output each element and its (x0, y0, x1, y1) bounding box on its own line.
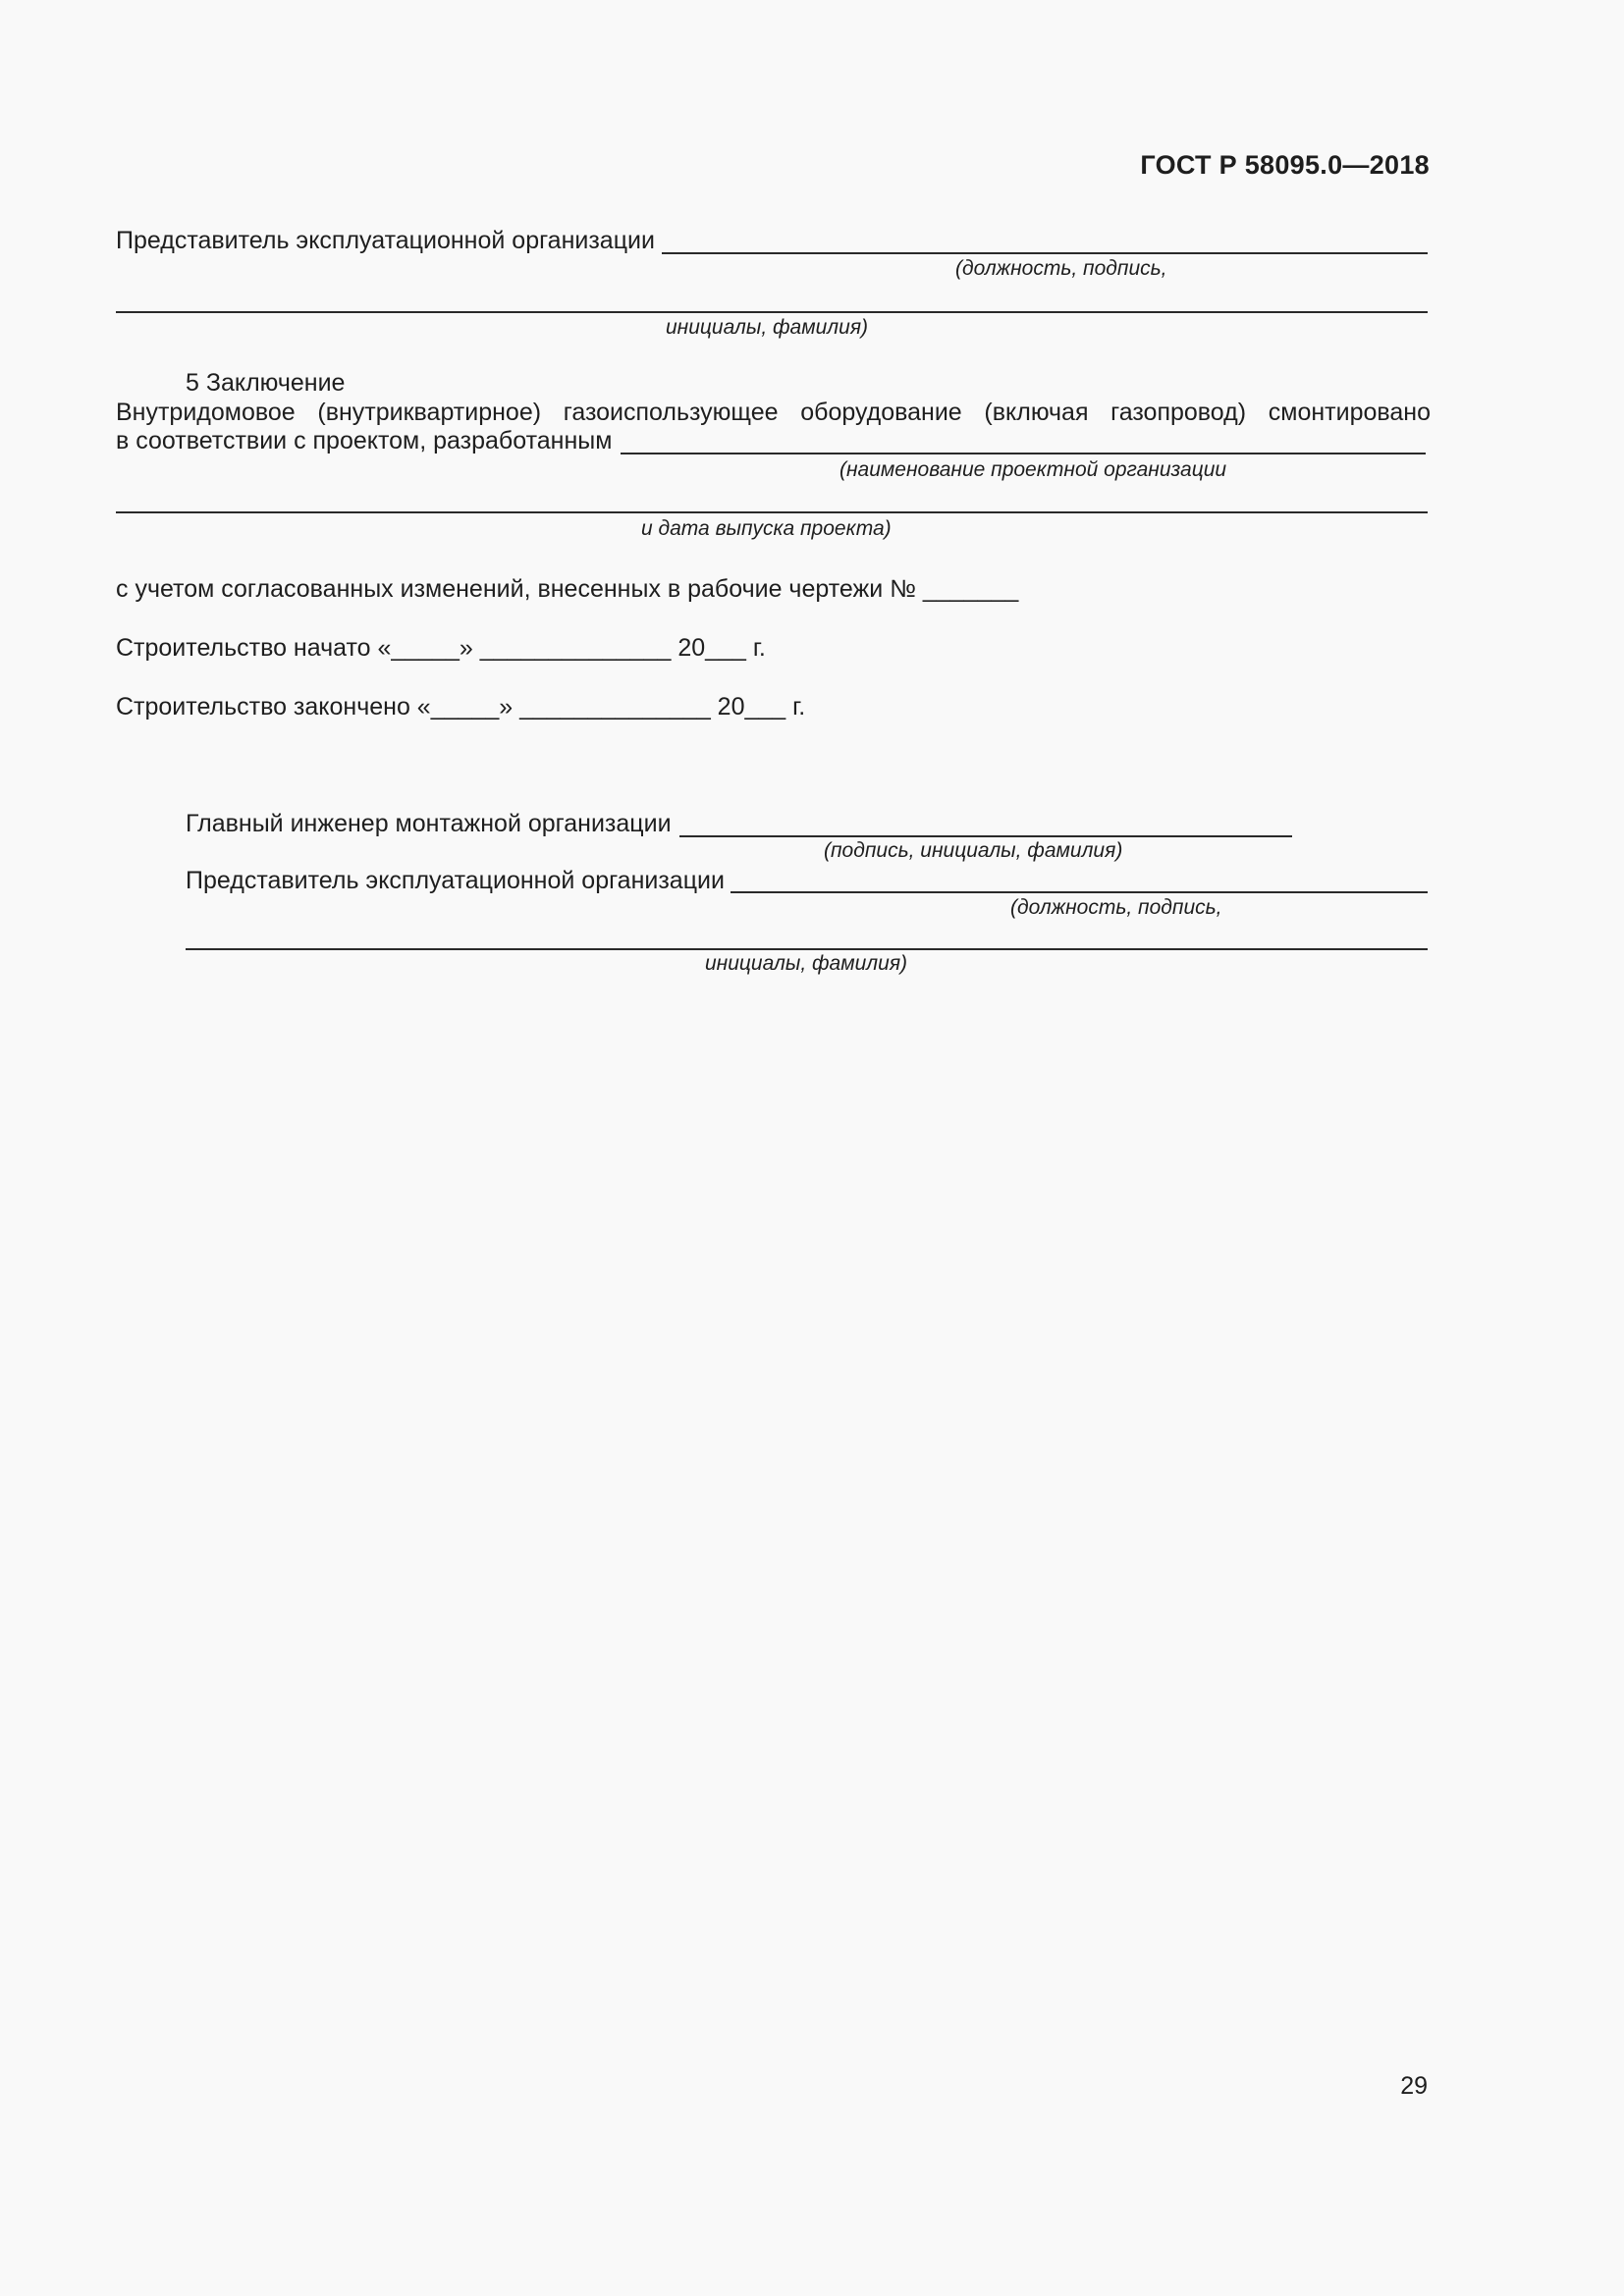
rep-label: Представитель эксплуатационной организации (116, 227, 655, 254)
conclusion-text-line1: Внутридомовое (внутриквартирное) газоиспользующее оборудование (включая газопровод) смонтировано (116, 399, 1431, 426)
construction-started-text: Строительство начато «_____» ______________ 20___ г. (116, 634, 766, 662)
rep-signature-line[interactable] (662, 252, 1428, 254)
conclusion-heading: 5 Заключение (186, 369, 346, 397)
rep-caption-position: (должность, подпись, (955, 257, 1167, 280)
project-org-caption: (наименование проектной организации (839, 458, 1227, 481)
standard-number: ГОСТ Р 58095.0—2018 (1140, 150, 1430, 180)
construction-finished-text: Строительство закончено «_____» ______________ 20___ г. (116, 693, 806, 721)
drawings-changes-text: с учетом согласованных изменений, внесенных в рабочие чертежи № _______ (116, 575, 1019, 603)
chief-engineer-caption: (подпись, инициалы, фамилия) (824, 839, 1123, 862)
conclusion-text-line2: в соответствии с проектом, разработанным (116, 427, 613, 454)
project-org-line[interactable] (621, 453, 1426, 454)
operating-rep-name-line[interactable] (186, 948, 1428, 950)
rep-name-line[interactable] (116, 311, 1428, 313)
project-date-caption: и дата выпуска проекта) (641, 517, 892, 540)
operating-rep-caption-name: инициалы, фамилия) (705, 952, 908, 975)
operating-rep-label: Представитель эксплуатационной организации (186, 867, 725, 894)
page-number: 29 (1400, 2072, 1428, 2100)
rep-caption-name: инициалы, фамилия) (666, 316, 869, 339)
operating-rep-caption-position: (должность, подпись, (1010, 896, 1222, 919)
project-date-line[interactable] (116, 511, 1428, 513)
operating-rep-signature-line[interactable] (731, 891, 1428, 893)
chief-engineer-label: Главный инженер монтажной организации (186, 810, 672, 837)
chief-engineer-signature-line[interactable] (679, 835, 1292, 837)
